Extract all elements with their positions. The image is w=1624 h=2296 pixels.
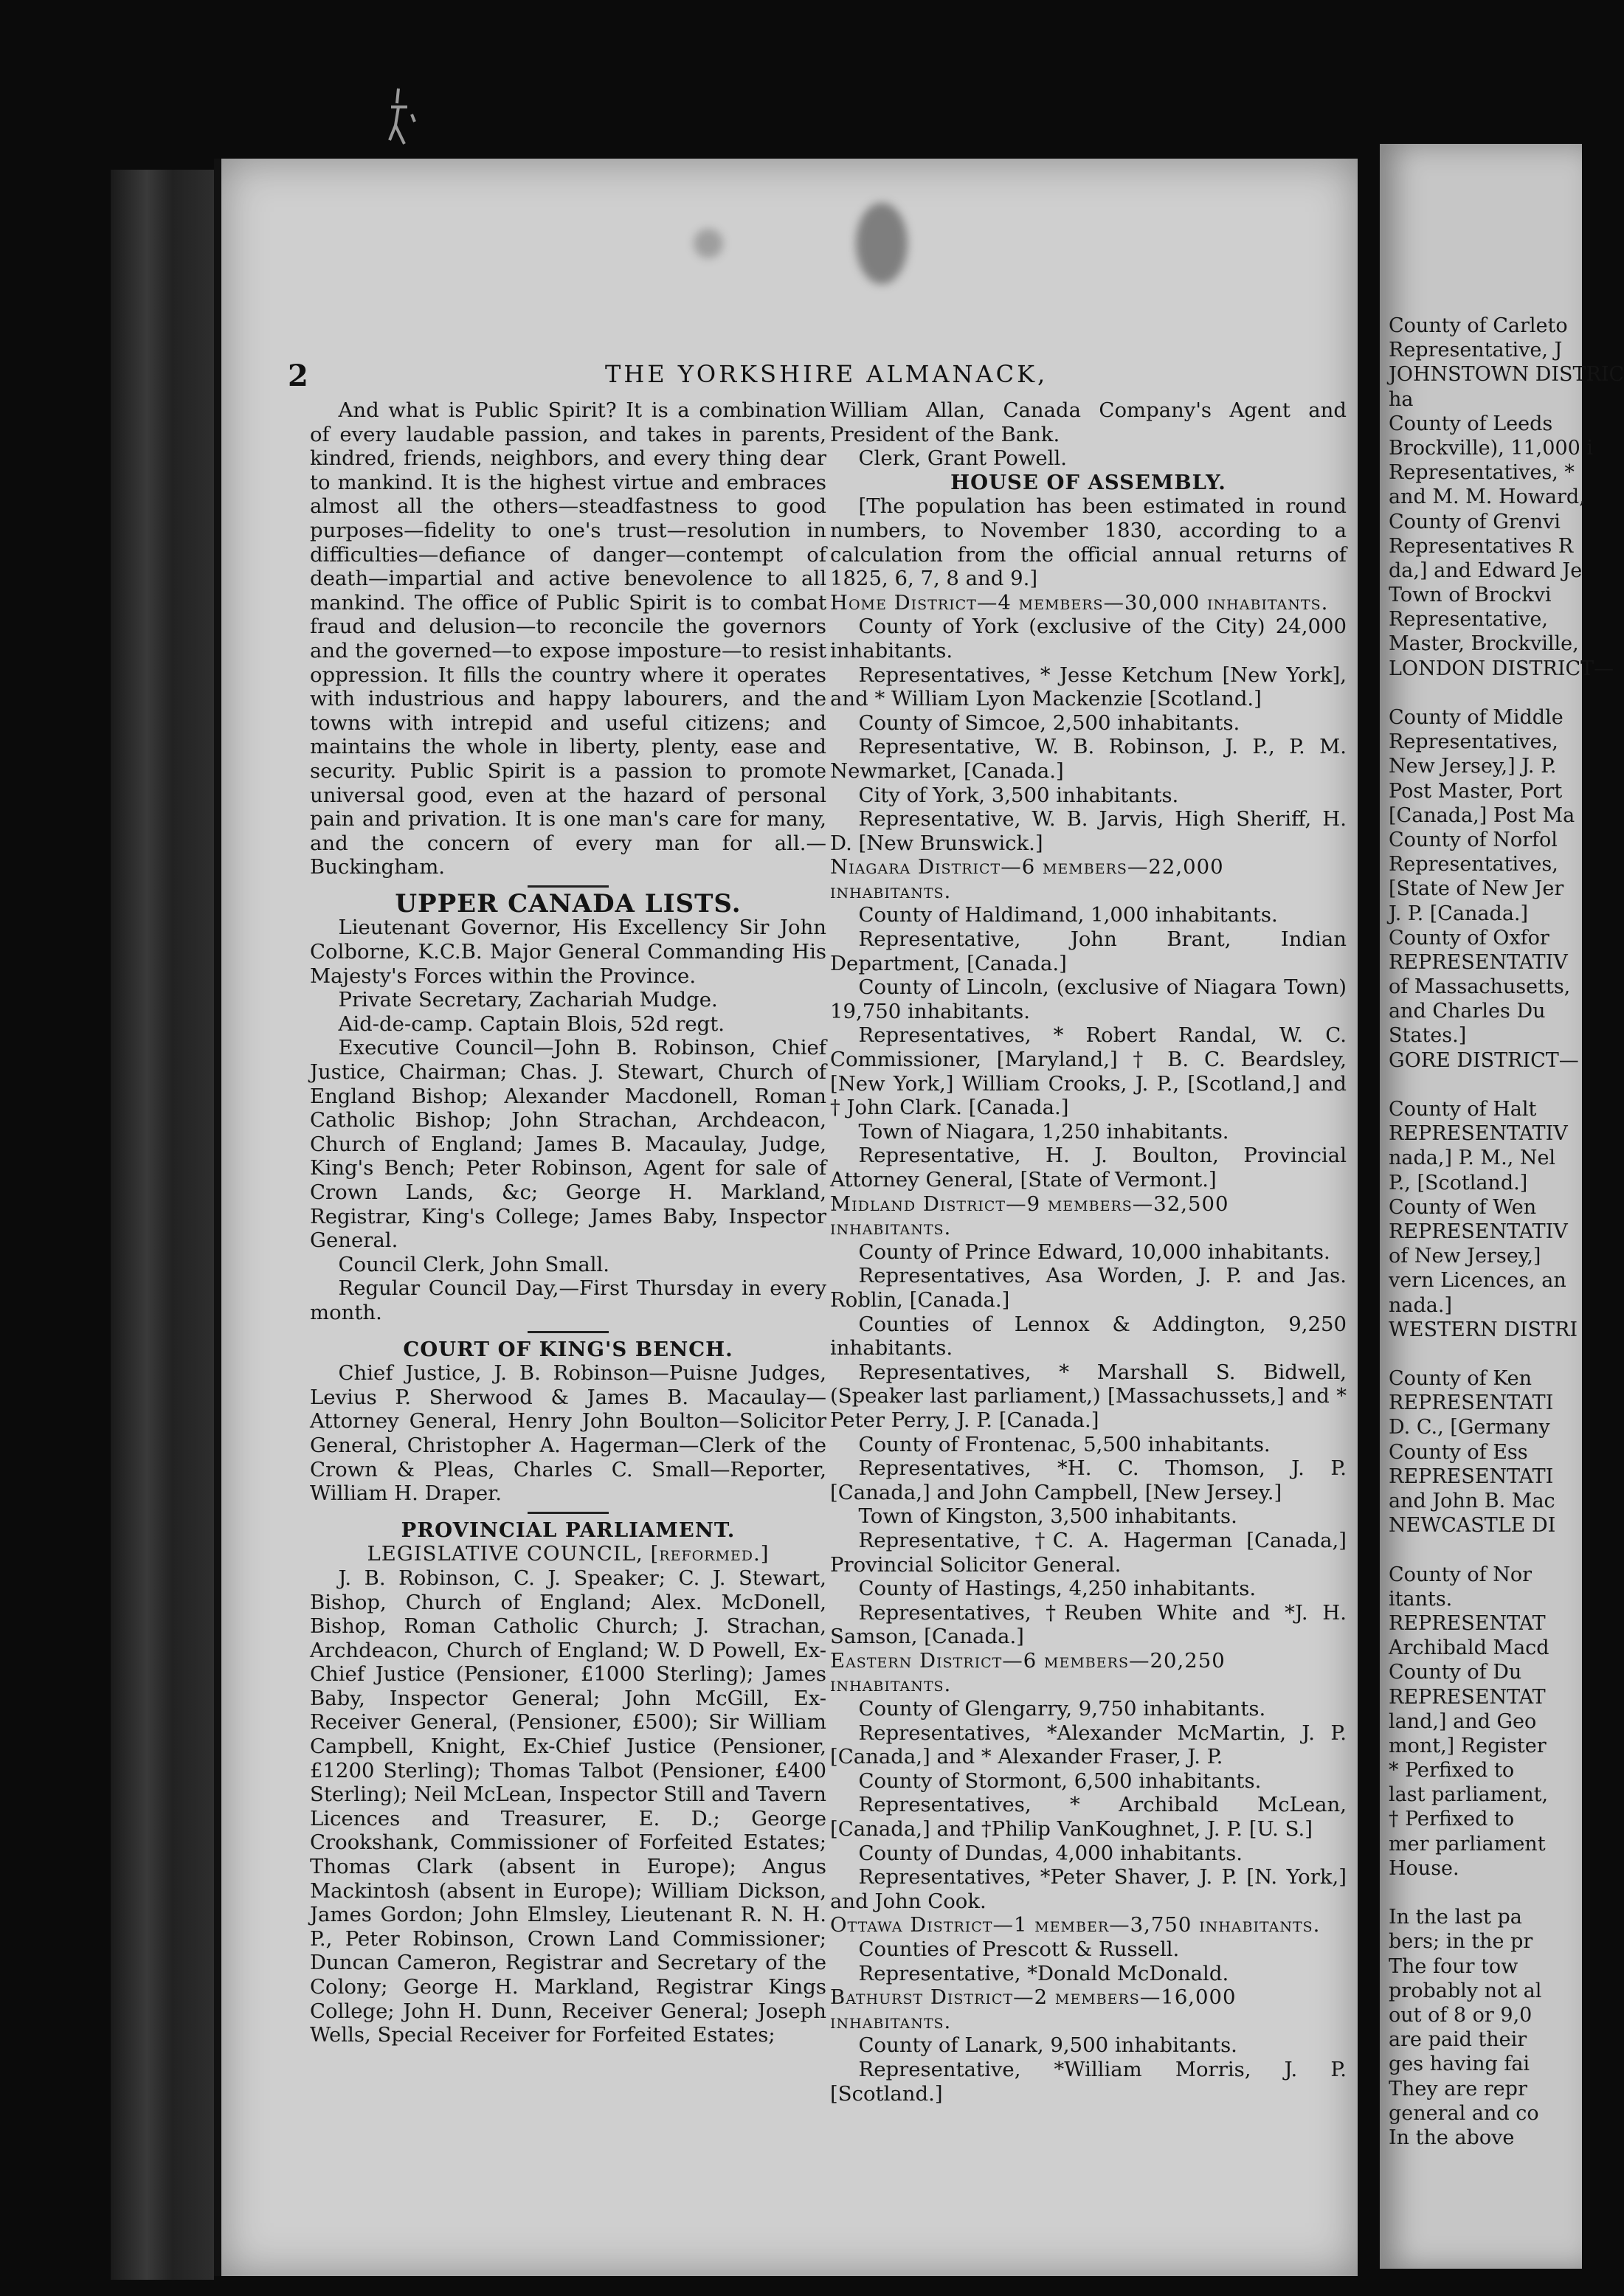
facing-page-line: Representatives, * [1389, 461, 1575, 485]
facing-page-line: Representative, J [1389, 339, 1563, 362]
facing-page-line: nada,] P. M., Nel [1389, 1147, 1556, 1170]
facing-page-line: County of Ess [1389, 1440, 1528, 1464]
facing-page-line: * Perfixed to [1389, 1759, 1515, 1782]
facing-page-line [1389, 1881, 1582, 1905]
kings-bench-text: Chief Justice, J. B. Robinson—Puisne Judges, Levius P. Sherwood & James B. Macaulay—Attorney General, Henry John Boulton—Solicitor General, Christopher A. Hagerman—Clerk of the Crown & Pleas, Charles C. Small—Reporter, William H. Draper. [310, 1361, 826, 1506]
representative-entry: Representatives, *H. C. Thomson, J. P. [Canada,] and John Campbell, [New Jersey.] [830, 1456, 1347, 1504]
district-entry: Niagara District—6 members—22,000 inhabitants. [830, 855, 1224, 903]
facing-page-line: † Perfixed to [1389, 1808, 1515, 1831]
facing-page-line: bers; in the pr [1389, 1930, 1533, 1954]
county-entry: County of Lanark, 9,500 inhabitants. [858, 2033, 1237, 2058]
representative-entry: Representatives, *Alexander McMartin, J. P. [Canada,] and * Alexander Fraser, J. P. [830, 1721, 1347, 1769]
facing-page-line: REPRESENTATIV [1389, 1122, 1568, 1146]
facing-page-line: mer parliament [1389, 1832, 1546, 1856]
divider [528, 885, 609, 888]
population-note: [The population has been estimated in round numbers, to November 1830, according to a calculation from the official annual returns of 1825, 6, 7, 8 and 9.] [830, 494, 1347, 591]
facing-page-line: [Canada,] Post Ma [1389, 803, 1575, 827]
private-secretary: Private Secretary, Zachariah Mudge. [338, 988, 718, 1012]
representative-entry: Representatives, * Marshall S. Bidwell, (Speaker last parliament,) [Massachussets,] and * Peter Perry, J. P. [Canada.] [830, 1360, 1347, 1432]
facing-page-line: general and co [1389, 2101, 1539, 2125]
facing-page-line: itants. [1389, 1587, 1453, 1611]
facing-page-line: In the last pa [1389, 1906, 1522, 1929]
facing-page-line: are paid their [1389, 2028, 1527, 2052]
facing-page-line: WESTERN DISTRI [1389, 1318, 1578, 1341]
divider [528, 1512, 609, 1514]
county-entry: County of Stormont, 6,500 inhabitants. [858, 1768, 1262, 1793]
facing-page-line: D. C., [Germany [1389, 1416, 1550, 1439]
facing-page-line: [State of New Jer [1389, 877, 1564, 901]
facing-page-line: REPRESENTAT [1389, 1685, 1546, 1709]
facing-page-line: County of Norfol [1389, 828, 1558, 851]
representative-entry: Representatives, * Jesse Ketchum [New York], and * William Lyon Mackenzie [Scotland.] [830, 663, 1347, 711]
facing-page-line: County of Grenvi [1389, 510, 1561, 533]
page-number: 2 [288, 359, 308, 393]
county-entry: County of Hastings, 4,250 inhabitants. [858, 1577, 1257, 1601]
facing-page-line: nada.] [1389, 1293, 1452, 1317]
facing-page-line: of Massachusetts, [1389, 975, 1571, 999]
representative-entry: Representative, John Brant, Indian Department, [Canada.] [830, 927, 1347, 975]
facing-page-line: JOHNSTOWN DISTRIC [1389, 363, 1624, 387]
facing-page-line: County of Carleto [1389, 314, 1568, 337]
facing-page-line: New Jersey,] J. P. [1389, 755, 1557, 778]
district-entry: Bathurst District—2 members—16,000 inhabitants. [830, 1985, 1237, 2033]
facing-page-line: Representatives, [1389, 730, 1558, 754]
county-entry: County of Glengarry, 9,750 inhabitants. [858, 1697, 1266, 1721]
facing-page-line: County of Du [1389, 1661, 1522, 1684]
lieutenant-governor: Lieutenant Governor, His Excellency Sir John Colborne, K.C.B. Major General Commanding His Majesty's Forces within the Province. [310, 916, 826, 988]
representative-entry: Representative, W. B. Jarvis, High Sheriff, H. D. [New Brunswick.] [830, 807, 1347, 855]
facing-page-line: P., [Scotland.] [1389, 1171, 1528, 1194]
ink-stain [694, 229, 723, 258]
aid-de-camp: Aid-de-camp. Captain Blois, 52d regt. [338, 1012, 725, 1036]
county-entry: County of York (exclusive of the City) 24,000 inhabitants. [830, 615, 1347, 663]
facing-page-line: mont,] Register [1389, 1734, 1547, 1757]
executive-council: Executive Council—John B. Robinson, Chief Justice, Chairman; Chas. J. Stewart, Church of England Bishop; Alexander Macdonell, Roman Catholic Bishop; John Strachan, Archdeacon, Church of England; James B. Macaulay, Judge, King's Bench; Peter Robinson, Agent for sale of Crown Lands, &c; George H. Markland, Registrar, King's College; James Baby, Inspector General. [310, 1036, 826, 1253]
facing-page-line: Master, Brockville, [1389, 632, 1579, 656]
facing-page-line: County of Oxfor [1389, 926, 1549, 950]
facing-page-line: County of Nor [1389, 1563, 1532, 1586]
facing-page-line: LONDON DISTRICT— [1389, 657, 1614, 680]
facing-page-line: GORE DISTRICT— [1389, 1048, 1579, 1072]
county-entry: County of Lincoln, (exclusive of Niagara Town) 19,750 inhabitants. [830, 975, 1347, 1023]
district-entry: Midland District—9 members—32,500 inhabitants. [830, 1192, 1229, 1240]
facing-page-line: NEWCASTLE DI [1389, 1514, 1556, 1538]
public-spirit-paragraph: And what is Public Spirit? It is a combination of every laudable passion, and takes in parents, kindred, friends, neighbors, and every thing dear to mankind. It is the highest virtue and embraces almost all the others—steadfastness to good purposes—fidelity to one's trust—resolution in difficulties—defiance of danger—contempt of death—impartial and active benevolence to all mankind. The office of Public Spirit is to combat fraud and delusion—to reconcile the governors and the governed—to expose imposture—to resist oppression. It fills the country where it operates with industrious and happy labourers, and the towns with intrepid and useful citizens; and maintains the whole in liberty, plenty, ease and security. Public Spirit is a passion to promote universal good, even at the hazard of personal pain and privation. It is one man's care for many, and the concern of every man for all.—Buckingham. [310, 398, 826, 879]
facing-page-line: Representatives R [1389, 534, 1574, 558]
facing-page-line: probably not al [1389, 1979, 1542, 2002]
assembly-heading: HOUSE OF ASSEMBLY. [950, 470, 1226, 494]
facing-page-line: County of Middle [1389, 706, 1563, 729]
representative-entry: Representative, †C. A. Hagerman [Canada,] Provincial Solicitor General. [830, 1528, 1347, 1577]
facing-page-line: da,] and Edward Je [1389, 559, 1583, 582]
representative-entry: Representative, *Donald McDonald. [858, 1961, 1229, 1985]
representative-entry: Representatives, Asa Worden, J. P. and Jas. Roblin, [Canada.] [830, 1264, 1347, 1312]
county-entry: Town of Niagara, 1,250 inhabitants. [858, 1119, 1229, 1144]
facing-page-line: States.] [1389, 1024, 1467, 1048]
facing-page-line: and Charles Du [1389, 1000, 1546, 1023]
left-column [310, 398, 826, 2047]
facing-page-line: Representatives, [1389, 853, 1558, 876]
facing-page-line: ges having fai [1389, 2053, 1530, 2076]
county-entry: County of Prince Edward, 10,000 inhabitants. [858, 1239, 1330, 1264]
parliament-heading: PROVINCIAL PARLIAMENT. [401, 1518, 736, 1542]
facing-page-line: and John B. Mac [1389, 1490, 1555, 1512]
facing-page-line: Town of Brockvi [1389, 584, 1552, 607]
facing-page-text [1389, 314, 1624, 2150]
book-spine [111, 170, 214, 2280]
facing-page-line: REPRESENTATIV [1389, 950, 1568, 974]
representative-entry: Representatives, * Robert Randal, W. C. Commissioner, [Maryland,] † B. C. Beardsley, [New York,] William Crooks, J. P., [Scotland,] and † John Clark. [Canada.] [830, 1023, 1347, 1120]
assembly-clerk: Clerk, Grant Powell. [858, 446, 1068, 471]
council-clerk: Council Clerk, John Small. [338, 1252, 610, 1276]
representative-entry: Representatives, * Archibald McLean, [Canada,] and †Philip VanKoughnet, J. P. [U. S.] [830, 1793, 1347, 1842]
facing-page-line: and M. M. Howard, [1389, 485, 1586, 509]
council-day: Regular Council Day,—First Thursday in every month. [310, 1276, 826, 1324]
facing-page-line: out of 8 or 9,0 [1389, 2003, 1533, 2027]
facing-page-line [1389, 1073, 1582, 1097]
running-head: THE YORKSHIRE ALMANACK, [605, 360, 1048, 388]
county-entry: County of Haldimand, 1,000 inhabitants. [858, 903, 1278, 927]
facing-page-line: REPRESENTATI [1389, 1391, 1554, 1415]
district-entry: Eastern District—6 members—20,250 inhabitants. [830, 1648, 1226, 1697]
facing-page-line: In the above [1389, 2126, 1515, 2149]
district-entry: Home District—4 members—30,000 inhabitants. [830, 590, 1329, 615]
legislative-council-heading: LEGISLATIVE COUNCIL, [reformed.] [367, 1542, 770, 1566]
facing-page-line: Archibald Macd [1389, 1636, 1549, 1660]
facing-page-line: REPRESENTATIV [1389, 1220, 1568, 1243]
margin-doodle [376, 85, 421, 151]
facing-page-line: ha [1389, 387, 1414, 411]
facing-page-line: J. P. [Canada.] [1389, 902, 1529, 925]
facing-page-line: vern Licences, an [1389, 1269, 1566, 1293]
facing-page-line: County of Halt [1389, 1098, 1537, 1121]
representative-entry: Representatives, *Peter Shaver, J. P. [N. York,] and John Cook. [830, 1865, 1347, 1913]
facing-page-line: They are repr [1389, 2077, 1527, 2100]
upper-canada-heading: UPPER CANADA LISTS. [395, 888, 742, 919]
facing-page-line: County of Leeds [1389, 412, 1553, 435]
assembly-entries [830, 591, 1347, 2106]
facing-page-line: land,] and Geo [1389, 1709, 1537, 1733]
facing-page-line: The four tow [1389, 1954, 1518, 1978]
page-header [288, 353, 1321, 397]
middle-column [830, 398, 1347, 2106]
county-entry: County of Simcoe, 2,500 inhabitants. [858, 710, 1240, 735]
county-entry: County of Dundas, 4,000 inhabitants. [858, 1841, 1243, 1865]
county-entry: City of York, 3,500 inhabitants. [858, 783, 1179, 807]
continuation-text: William Allan, Canada Company's Agent and President of the Bank. [830, 398, 1347, 446]
county-entry: Town of Kingston, 3,500 inhabitants. [858, 1504, 1237, 1529]
representative-entry: Representatives, †Reuben White and *J. H. Samson, [Canada.] [830, 1600, 1347, 1649]
county-entry: County of Frontenac, 5,500 inhabitants. [858, 1432, 1271, 1456]
facing-page-line: Representative, [1389, 608, 1548, 632]
representative-entry: Representative, H. J. Boulton, Provincial Attorney General, [State of Vermont.] [830, 1144, 1347, 1192]
legislative-council-text: J. B. Robinson, C. J. Speaker; C. J. Stewart, Bishop, Church of England; Alex. McDonell, Bishop, Roman Catholic Church; J. Strachan, Archdeacon, Church of England; W. D Powell, Ex-Chief Justice (Pensioner, £1000 Sterling); James Baby, Inspector General; John McGill, Ex-Receiver General, (Pensioner, £500); Sir William Campbell, Knight, Ex-Chief Justice (Pensioner, £1200 Sterling); Thomas Talbot (Pensioner, £400 Sterling); Neil McLean, Inspector Still and Tavern Licences and Treasurer, E. D.; George Crookshank, Commissioner of Forfeited Estates; Thomas Clark (absent in Europe); Angus Mackintosh (absent in Europe); William Dickson, James Gordon; John Elmsley, Lieutenant R. N. H. P., Peter Robinson, Crown Land Commissioner; Duncan Cameron, Registrar and Secretary of the Colony; George H. Markland, Registrar Kings College; John H. Dunn, Receiver General; Joseph Wells, Special Receiver for Forfeited Estates; [310, 1566, 826, 2047]
ink-stain [856, 203, 908, 284]
district-entry: Ottawa District—1 member—3,750 inhabitants. [830, 1913, 1321, 1937]
facing-page-line [1389, 1538, 1582, 1562]
county-entry: Counties of Lennox & Addington, 9,250 inhabitants. [830, 1312, 1347, 1360]
kings-bench-heading: COURT OF KING'S BENCH. [403, 1337, 733, 1361]
facing-page-line: Post Master, Port [1389, 779, 1563, 803]
facing-page-line: of New Jersey,] [1389, 1245, 1541, 1268]
facing-page-line: REPRESENTATI [1389, 1465, 1554, 1488]
facing-page-line: County of Ken [1389, 1367, 1533, 1391]
divider [528, 1331, 609, 1333]
facing-page-line: House. [1389, 1856, 1459, 1880]
county-entry: Counties of Prescott & Russell. [858, 1937, 1180, 1961]
representative-entry: Representative, *William Morris, J. P. [Scotland.] [830, 2057, 1347, 2106]
facing-page-line: REPRESENTAT [1389, 1611, 1546, 1635]
facing-page-line: last parliament, [1389, 1783, 1549, 1807]
facing-page-line [1389, 681, 1582, 705]
facing-page-line [1389, 1342, 1582, 1366]
representative-entry: Representative, W. B. Robinson, J. P., P. M. Newmarket, [Canada.] [830, 735, 1347, 783]
facing-page-line: Brockville), 11,000 i [1389, 436, 1594, 460]
facing-page-line: County of Wen [1389, 1195, 1537, 1219]
